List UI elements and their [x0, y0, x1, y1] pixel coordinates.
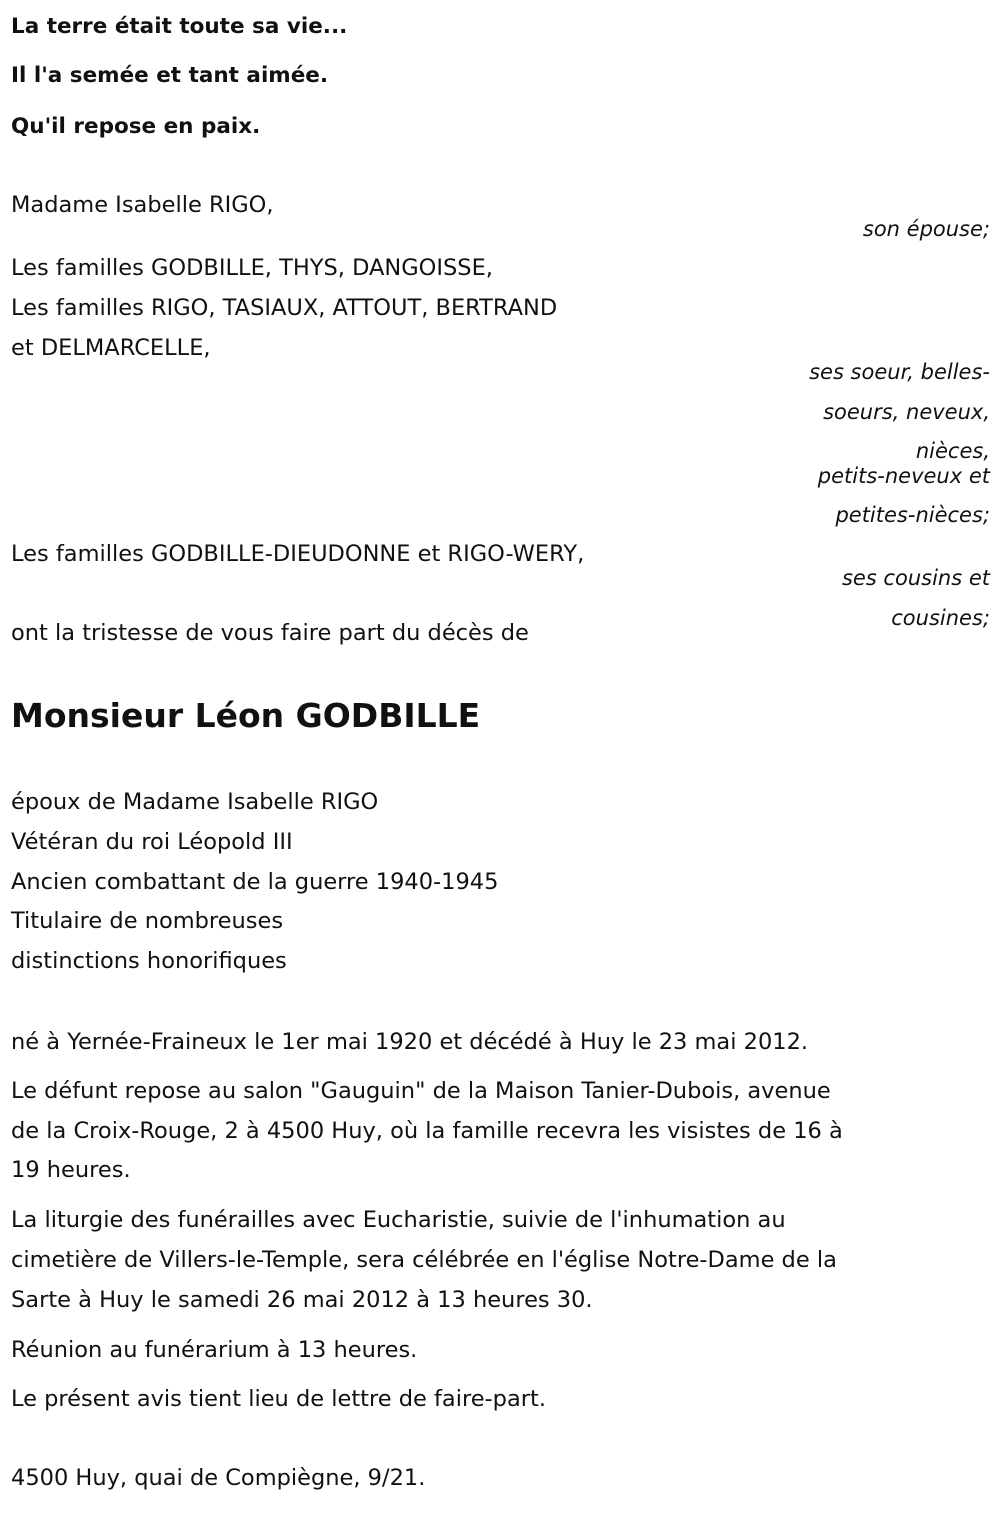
- cousins-role: cousines;: [891, 606, 990, 630]
- title-line: Titulaire de nombreuses: [11, 908, 284, 934]
- deceased-name: Monsieur Léon GODBILLE: [11, 696, 481, 735]
- birth-death: né à Yernée-Fraineux le 1er mai 1920 et décédé à Huy le 23 mai 2012.: [11, 1029, 809, 1055]
- spouse-name: Madame Isabelle RIGO,: [11, 192, 274, 218]
- siblings-role: soeurs, neveux,: [823, 400, 990, 424]
- siblings-role: petits-neveux et: [817, 464, 990, 488]
- announcement: ont la tristesse de vous faire part du décès de: [11, 620, 529, 646]
- siblings-role: petites-nièces;: [835, 503, 990, 527]
- rest-line: Le défunt repose au salon "Gauguin" de la Maison Tanier-Dubois, avenue: [11, 1078, 831, 1104]
- cousins-role: ses cousins et: [841, 566, 990, 590]
- title-line: distinctions honorifiques: [11, 948, 287, 974]
- liturgy-line: Sarte à Huy le samedi 26 mai 2012 à 13 heures 30.: [11, 1287, 593, 1313]
- notice: Le présent avis tient lieu de lettre de faire-part.: [11, 1386, 546, 1412]
- siblings-line: Les familles GODBILLE, THYS, DANGOISSE,: [11, 255, 493, 281]
- siblings-role: nièces,: [915, 439, 990, 463]
- epigraph-line: Qu'il repose en paix.: [11, 114, 261, 139]
- meeting: Réunion au funérarium à 13 heures.: [11, 1337, 418, 1363]
- epigraph-line: La terre était toute sa vie...: [11, 14, 348, 39]
- title-line: Ancien combattant de la guerre 1940-1945: [11, 869, 499, 895]
- spouse-role: son épouse;: [862, 217, 990, 241]
- rest-line: 19 heures.: [11, 1157, 131, 1183]
- siblings-line: Les familles RIGO, TASIAUX, ATTOUT, BERTRAND: [11, 295, 558, 321]
- liturgy-line: La liturgie des funérailles avec Eucharistie, suivie de l'inhumation au: [11, 1207, 786, 1233]
- siblings-line: et DELMARCELLE,: [11, 335, 211, 361]
- title-line: époux de Madame Isabelle RIGO: [11, 789, 379, 815]
- address: 4500 Huy, quai de Compiègne, 9/21.: [11, 1465, 426, 1491]
- rest-line: de la Croix-Rouge, 2 à 4500 Huy, où la famille recevra les visistes de 16 à: [11, 1118, 843, 1144]
- siblings-role: ses soeur, belles-: [809, 360, 990, 384]
- title-line: Vétéran du roi Léopold III: [11, 829, 293, 855]
- epigraph-line: Il l'a semée et tant aimée.: [11, 63, 329, 88]
- cousins-line: Les familles GODBILLE-DIEUDONNE et RIGO-WERY,: [11, 541, 585, 567]
- liturgy-line: cimetière de Villers-le-Temple, sera célébrée en l'église Notre-Dame de la: [11, 1247, 837, 1273]
